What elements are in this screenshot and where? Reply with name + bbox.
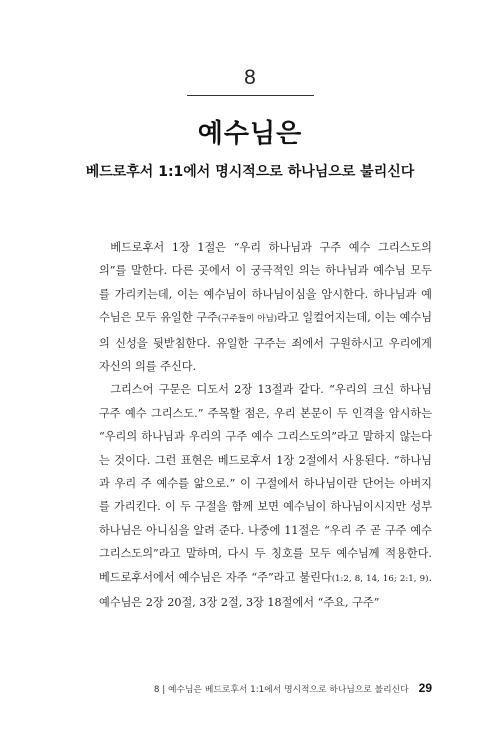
paragraph-1 bbox=[99, 236, 432, 378]
paragraph-2-text-a: 그리스어 구문은 디도서 2장 13절과 같다. “우리의 크신 하나님 구주 예수 그리스도.” 주목할 점은, 우리 본문이 두 인격을 암시하는 “우리의 하나님과 우리의 구주 예수 그리스도의”라고 말하지 않는다는 것이다. 그런 표현은 베드로후서 1장 2절에서 사용된다. “하나님과 우리 주 예수를 앎으로.” 이 구절에서 하나님이란 단어는 아버지를 가리킨다. 이 두 구절을 함께 보면 예수님이 하나님이시지만 성부 하나님은 아니심을 알려 준다. 나중에 11절은 “우리 주 곧 구주 예수 그리스도의”라고 말하며, 다시 두 칭호를 모두 예수님께 적용한다. 베드로후서에서 예수님은 자주 “주”라고 불린다 bbox=[99, 383, 432, 584]
chapter-number: 8 bbox=[244, 66, 256, 89]
paragraph-1-text-b: 라고 일컬어지는데, 이는 예수님의 신성을 뒷받침한다. 유일한 구주는 죄에서 구원하시고 우리에게 자신의 의를 주신다. bbox=[99, 311, 433, 374]
page-footer bbox=[154, 681, 432, 695]
paragraph-2-references: (1:2, 8, 14, 16; 2:1, 9) bbox=[331, 573, 429, 584]
chapter-subtitle: 베드로후서 1:1에서 명시적으로 하나님으로 불리신다 bbox=[85, 164, 415, 180]
running-head: 8 | 예수님은 베드로후서 1:1에서 명시적으로 하나님으로 불리신다 bbox=[153, 685, 409, 695]
paragraph-1-text-a: 베드로후서 1장 1절은 “우리 하나님과 구주 예수 그리스도의 의”를 말한다. 다른 곳에서 이 궁극적인 의는 하나님과 예수님 모두를 가리키는데, 이는 예수님이 하나님이심을 암시한다. 하나님과 예수님은 모두 유일한 구주 bbox=[99, 241, 432, 325]
chapter-divider bbox=[187, 95, 314, 96]
body-text bbox=[99, 236, 432, 615]
paragraph-1-parenthetical: (구주들이 아님) bbox=[217, 314, 278, 325]
chapter-title: 예수님은 bbox=[197, 119, 303, 149]
paragraph-2 bbox=[99, 378, 432, 614]
paragraph-2-text-b: . 예수님은 2장 20절, 3장 2절, 3장 18절에서 “주요, 구주” bbox=[99, 570, 433, 610]
page-number: 29 bbox=[418, 681, 432, 695]
